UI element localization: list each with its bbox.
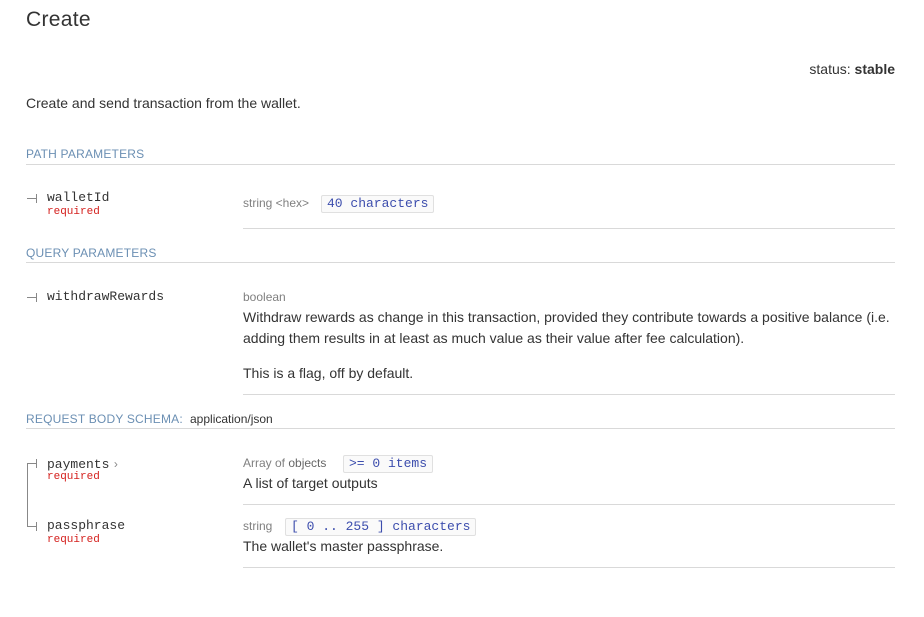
param-type xyxy=(243,456,326,470)
param-divider xyxy=(243,567,895,568)
status-indicator xyxy=(809,61,895,77)
param-type: string xyxy=(243,519,273,533)
param-description: The wallet's master passphrase. xyxy=(243,538,444,554)
param-type: string <hex> xyxy=(243,196,310,210)
required-badge: required xyxy=(47,534,100,546)
param-name-walletid: walletId xyxy=(47,190,110,205)
path-parameters-divider xyxy=(26,164,895,165)
tree-branch-cap-icon xyxy=(36,459,37,468)
path-parameters-heading: PATH PARAMETERS xyxy=(26,147,145,161)
param-divider xyxy=(243,228,895,229)
tree-branch-cap-icon xyxy=(36,194,37,203)
param-name-passphrase: passphrase xyxy=(47,518,126,533)
param-name-withdrawrewards: withdrawRewards xyxy=(47,289,165,304)
page-title: Create xyxy=(26,8,91,31)
type-main: objects xyxy=(288,456,327,470)
constraint-badge: 40 characters xyxy=(321,195,434,213)
request-body-heading: REQUEST BODY SCHEMA: xyxy=(26,412,183,426)
chevron-right-icon: › xyxy=(113,457,118,471)
media-type: application/json xyxy=(190,412,273,426)
tree-branch-cap-icon xyxy=(36,522,37,531)
status-label: status: xyxy=(809,61,851,77)
endpoint-description: Create and send transaction from the wallet. xyxy=(26,95,301,111)
tree-line-icon xyxy=(27,463,28,526)
constraint-badge: >= 0 items xyxy=(343,455,433,473)
status-value: stable xyxy=(854,61,895,77)
param-note: This is a flag, off by default. xyxy=(243,365,414,381)
param-description: A list of target outputs xyxy=(243,475,378,491)
tree-branch-cap-icon xyxy=(36,293,37,302)
query-parameters-heading: QUERY PARAMETERS xyxy=(26,246,157,260)
required-badge: required xyxy=(47,471,100,483)
request-body-divider xyxy=(26,428,895,429)
type-prefix: Array of xyxy=(243,456,286,470)
param-divider xyxy=(243,394,895,395)
constraint-badge: [ 0 .. 255 ] characters xyxy=(285,518,476,536)
param-divider xyxy=(243,504,895,505)
required-badge: required xyxy=(47,206,100,218)
param-name-payments: payments xyxy=(47,457,110,472)
query-parameters-divider xyxy=(26,262,895,263)
param-type: boolean xyxy=(243,290,286,304)
param-description: Withdraw rewards as change in this transaction, provided they contribute towards a positive balance (i.e. adding them results in at least as much value as their value after fee calculation). xyxy=(243,309,890,346)
